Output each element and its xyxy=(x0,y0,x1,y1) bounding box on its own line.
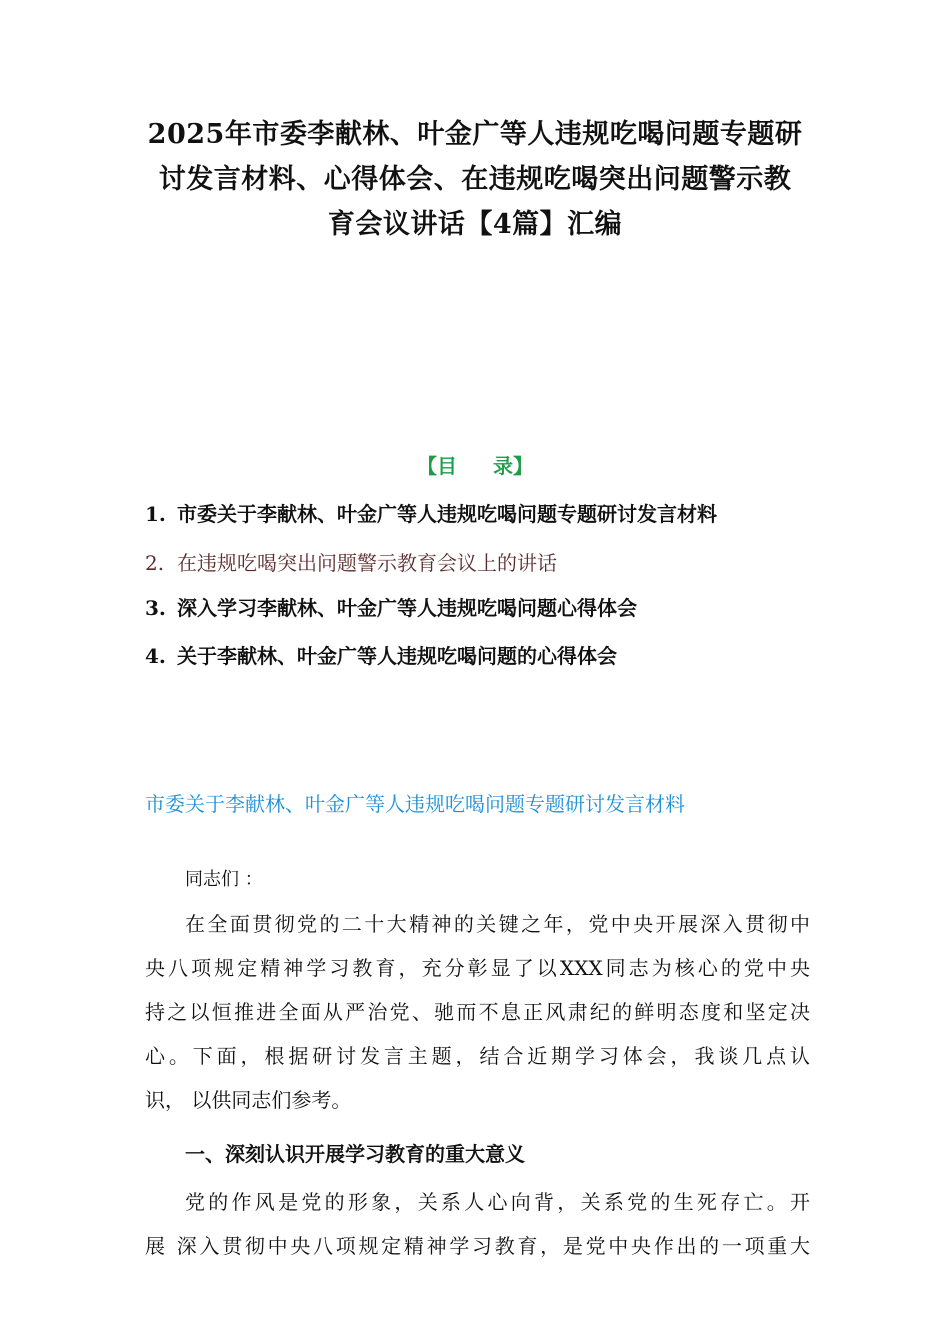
toc-item-3[interactable] xyxy=(145,592,637,621)
paragraph-line: 心。下面，根据研讨发言主题，结合近期学习体会，我谈几点认 xyxy=(145,1044,810,1068)
paragraph-line: 在全面贯彻党的二十大精神的关键之年，党中央开展深入贯彻中 xyxy=(185,912,810,936)
paragraph-line: 党的作风是党的形象，关系人心向背，关系党的生死存亡。开 xyxy=(185,1190,810,1214)
paragraph-2 xyxy=(145,1180,810,1268)
toc-heading-right: 录】 xyxy=(493,454,533,478)
toc-item-number: 1. xyxy=(145,502,166,526)
toc-item-text: 关于李献林、叶金广等人违规吃喝问题的心得体会 xyxy=(177,644,617,668)
paragraph-line: 展 深入贯彻中央八项规定精神学习教育，是党中央作出的一项重大 xyxy=(145,1234,810,1258)
paragraph-line: 识， 以供同志们参考。 xyxy=(145,1088,352,1112)
title-line: 育会议讲话【4篇】汇编 xyxy=(327,209,623,240)
toc-item-number: 3. xyxy=(145,596,166,620)
title-line: 2025年市委李献林、叶金广等人违规吃喝问题专题研 xyxy=(147,119,803,150)
paragraph-1 xyxy=(145,902,810,1122)
toc-item-2[interactable] xyxy=(145,547,557,576)
toc-item-number: 4. xyxy=(145,644,166,668)
toc-item-4[interactable] xyxy=(145,640,617,669)
document-title xyxy=(130,112,820,247)
salutation: 同志们 ： xyxy=(185,869,263,890)
section-heading: 市委关于李献林、叶金广等人违规吃喝问题专题研讨发言材料 xyxy=(145,792,685,816)
paragraph-line: 持之以恒推进全面从严治党、驰而不息正风肃纪的鲜明态度和坚定决 xyxy=(145,1000,810,1024)
toc-item-text: 在违规吃喝突出问题警示教育会议上的讲话 xyxy=(177,551,557,575)
toc-item-1[interactable] xyxy=(145,498,717,527)
title-line: 讨发言材料、心得体会、在违规吃喝突出问题警示教 xyxy=(158,164,792,195)
toc-item-text: 市委关于李献林、叶金广等人违规吃喝问题专题研讨发言材料 xyxy=(177,502,717,526)
subheading-1: 一、深刻认识开展学习教育的重大意义 xyxy=(185,1142,525,1166)
paragraph-line: 央八项规定精神学习教育，充分彰显了以XXX同志为核心的党中央 xyxy=(145,956,810,980)
toc-item-number: 2. xyxy=(145,551,165,575)
toc-item-text: 深入学习李献林、叶金广等人违规吃喝问题心得体会 xyxy=(177,596,637,620)
toc-heading-left: 【目 xyxy=(417,454,457,478)
toc-heading xyxy=(0,450,950,479)
